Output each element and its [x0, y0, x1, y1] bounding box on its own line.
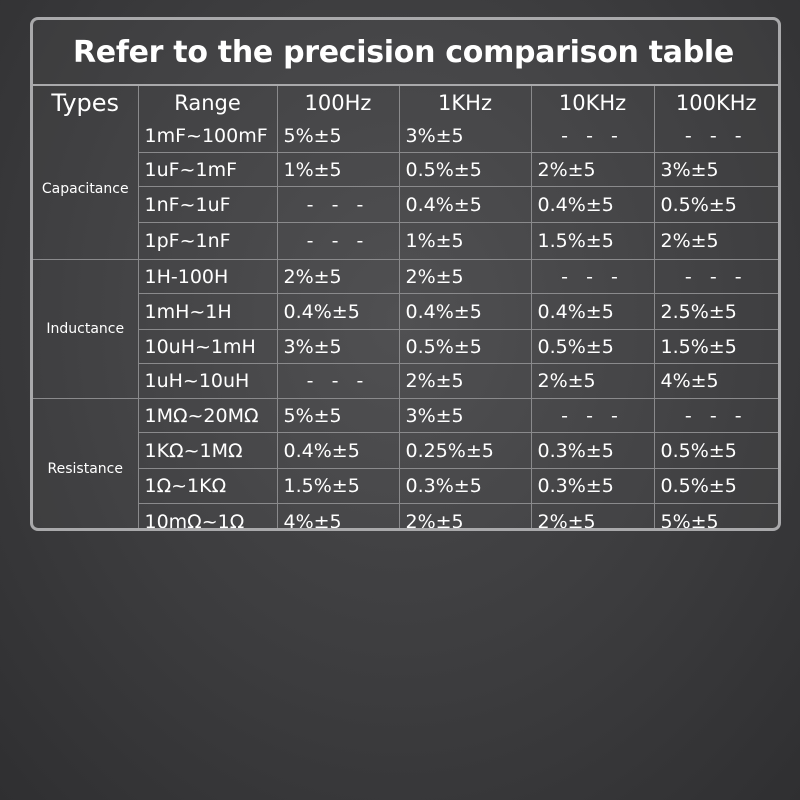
precision-cell: - - - — [277, 187, 399, 223]
range-cell: 1H-100H — [138, 260, 277, 294]
precision-cell: 2%±5 — [654, 223, 778, 260]
precision-cell: 2%±5 — [399, 504, 531, 532]
table-row — [33, 153, 778, 187]
table-row — [33, 260, 778, 294]
range-cell: 10mΩ~1Ω — [138, 504, 277, 532]
type-cell: Inductance — [33, 260, 138, 399]
precision-cell: 0.4%±5 — [399, 187, 531, 223]
precision-cell: - - - — [531, 260, 654, 294]
precision-cell: 3%±5 — [277, 330, 399, 364]
column-header-types: Types — [33, 86, 138, 119]
page-title: Refer to the precision comparison table — [33, 20, 778, 86]
table-row — [33, 119, 778, 153]
column-header-10khz: 10KHz — [531, 86, 654, 119]
precision-cell: - - - — [531, 119, 654, 153]
range-cell: 1pF~1nF — [138, 223, 277, 260]
precision-cell: 5%±5 — [277, 399, 399, 433]
precision-cell: 0.4%±5 — [277, 294, 399, 330]
column-header-100hz: 100Hz — [277, 86, 399, 119]
table-body — [33, 119, 778, 531]
precision-cell: 1.5%±5 — [654, 330, 778, 364]
range-cell: 1uH~10uH — [138, 364, 277, 399]
precision-cell: 0.3%±5 — [531, 433, 654, 469]
table-row — [33, 330, 778, 364]
precision-cell: 0.3%±5 — [531, 469, 654, 504]
table-header-row — [33, 86, 778, 119]
precision-cell: 0.5%±5 — [654, 433, 778, 469]
precision-cell: 1.5%±5 — [531, 223, 654, 260]
precision-cell: - - - — [654, 399, 778, 433]
table-row — [33, 433, 778, 469]
precision-cell: 0.5%±5 — [399, 330, 531, 364]
precision-cell: - - - — [654, 260, 778, 294]
precision-cell: 1%±5 — [399, 223, 531, 260]
table-row — [33, 294, 778, 330]
table-row — [33, 469, 778, 504]
range-cell: 1Ω~1KΩ — [138, 469, 277, 504]
range-cell: 1MΩ~20MΩ — [138, 399, 277, 433]
precision-table-panel — [30, 17, 781, 531]
range-cell: 1mH~1H — [138, 294, 277, 330]
table-row — [33, 399, 778, 433]
column-header-100khz: 100KHz — [654, 86, 778, 119]
precision-cell: 2%±5 — [277, 260, 399, 294]
precision-cell: 2%±5 — [531, 504, 654, 532]
precision-cell: 4%±5 — [277, 504, 399, 532]
range-cell: 1mF~100mF — [138, 119, 277, 153]
precision-cell: 2.5%±5 — [654, 294, 778, 330]
type-cell: Capacitance — [33, 119, 138, 260]
precision-cell: 5%±5 — [654, 504, 778, 532]
precision-cell: 3%±5 — [399, 119, 531, 153]
precision-cell: 3%±5 — [399, 399, 531, 433]
precision-cell: 0.4%±5 — [277, 433, 399, 469]
range-cell: 10uH~1mH — [138, 330, 277, 364]
precision-cell: 2%±5 — [399, 260, 531, 294]
precision-cell: - - - — [531, 399, 654, 433]
precision-cell: 2%±5 — [399, 364, 531, 399]
range-cell: 1nF~1uF — [138, 187, 277, 223]
precision-cell: 0.3%±5 — [399, 469, 531, 504]
precision-cell: 1.5%±5 — [277, 469, 399, 504]
table-row — [33, 223, 778, 260]
precision-cell: 0.4%±5 — [531, 294, 654, 330]
precision-cell: 2%±5 — [531, 153, 654, 187]
precision-cell: 1%±5 — [277, 153, 399, 187]
precision-cell: 0.5%±5 — [531, 330, 654, 364]
type-cell: Resistance — [33, 399, 138, 532]
precision-cell: 0.25%±5 — [399, 433, 531, 469]
precision-cell: 0.5%±5 — [654, 187, 778, 223]
range-cell: 1KΩ~1MΩ — [138, 433, 277, 469]
precision-cell: 0.5%±5 — [654, 469, 778, 504]
column-header-range: Range — [138, 86, 277, 119]
precision-cell: 5%±5 — [277, 119, 399, 153]
table-row — [33, 504, 778, 532]
precision-cell: - - - — [654, 119, 778, 153]
precision-cell: 3%±5 — [654, 153, 778, 187]
precision-cell: 0.4%±5 — [399, 294, 531, 330]
range-cell: 1uF~1mF — [138, 153, 277, 187]
precision-table — [33, 86, 778, 531]
precision-cell: 0.5%±5 — [399, 153, 531, 187]
precision-cell: 2%±5 — [531, 364, 654, 399]
table-row — [33, 364, 778, 399]
precision-cell: 4%±5 — [654, 364, 778, 399]
table-row — [33, 187, 778, 223]
precision-cell: - - - — [277, 223, 399, 260]
precision-cell: - - - — [277, 364, 399, 399]
column-header-1khz: 1KHz — [399, 86, 531, 119]
precision-cell: 0.4%±5 — [531, 187, 654, 223]
